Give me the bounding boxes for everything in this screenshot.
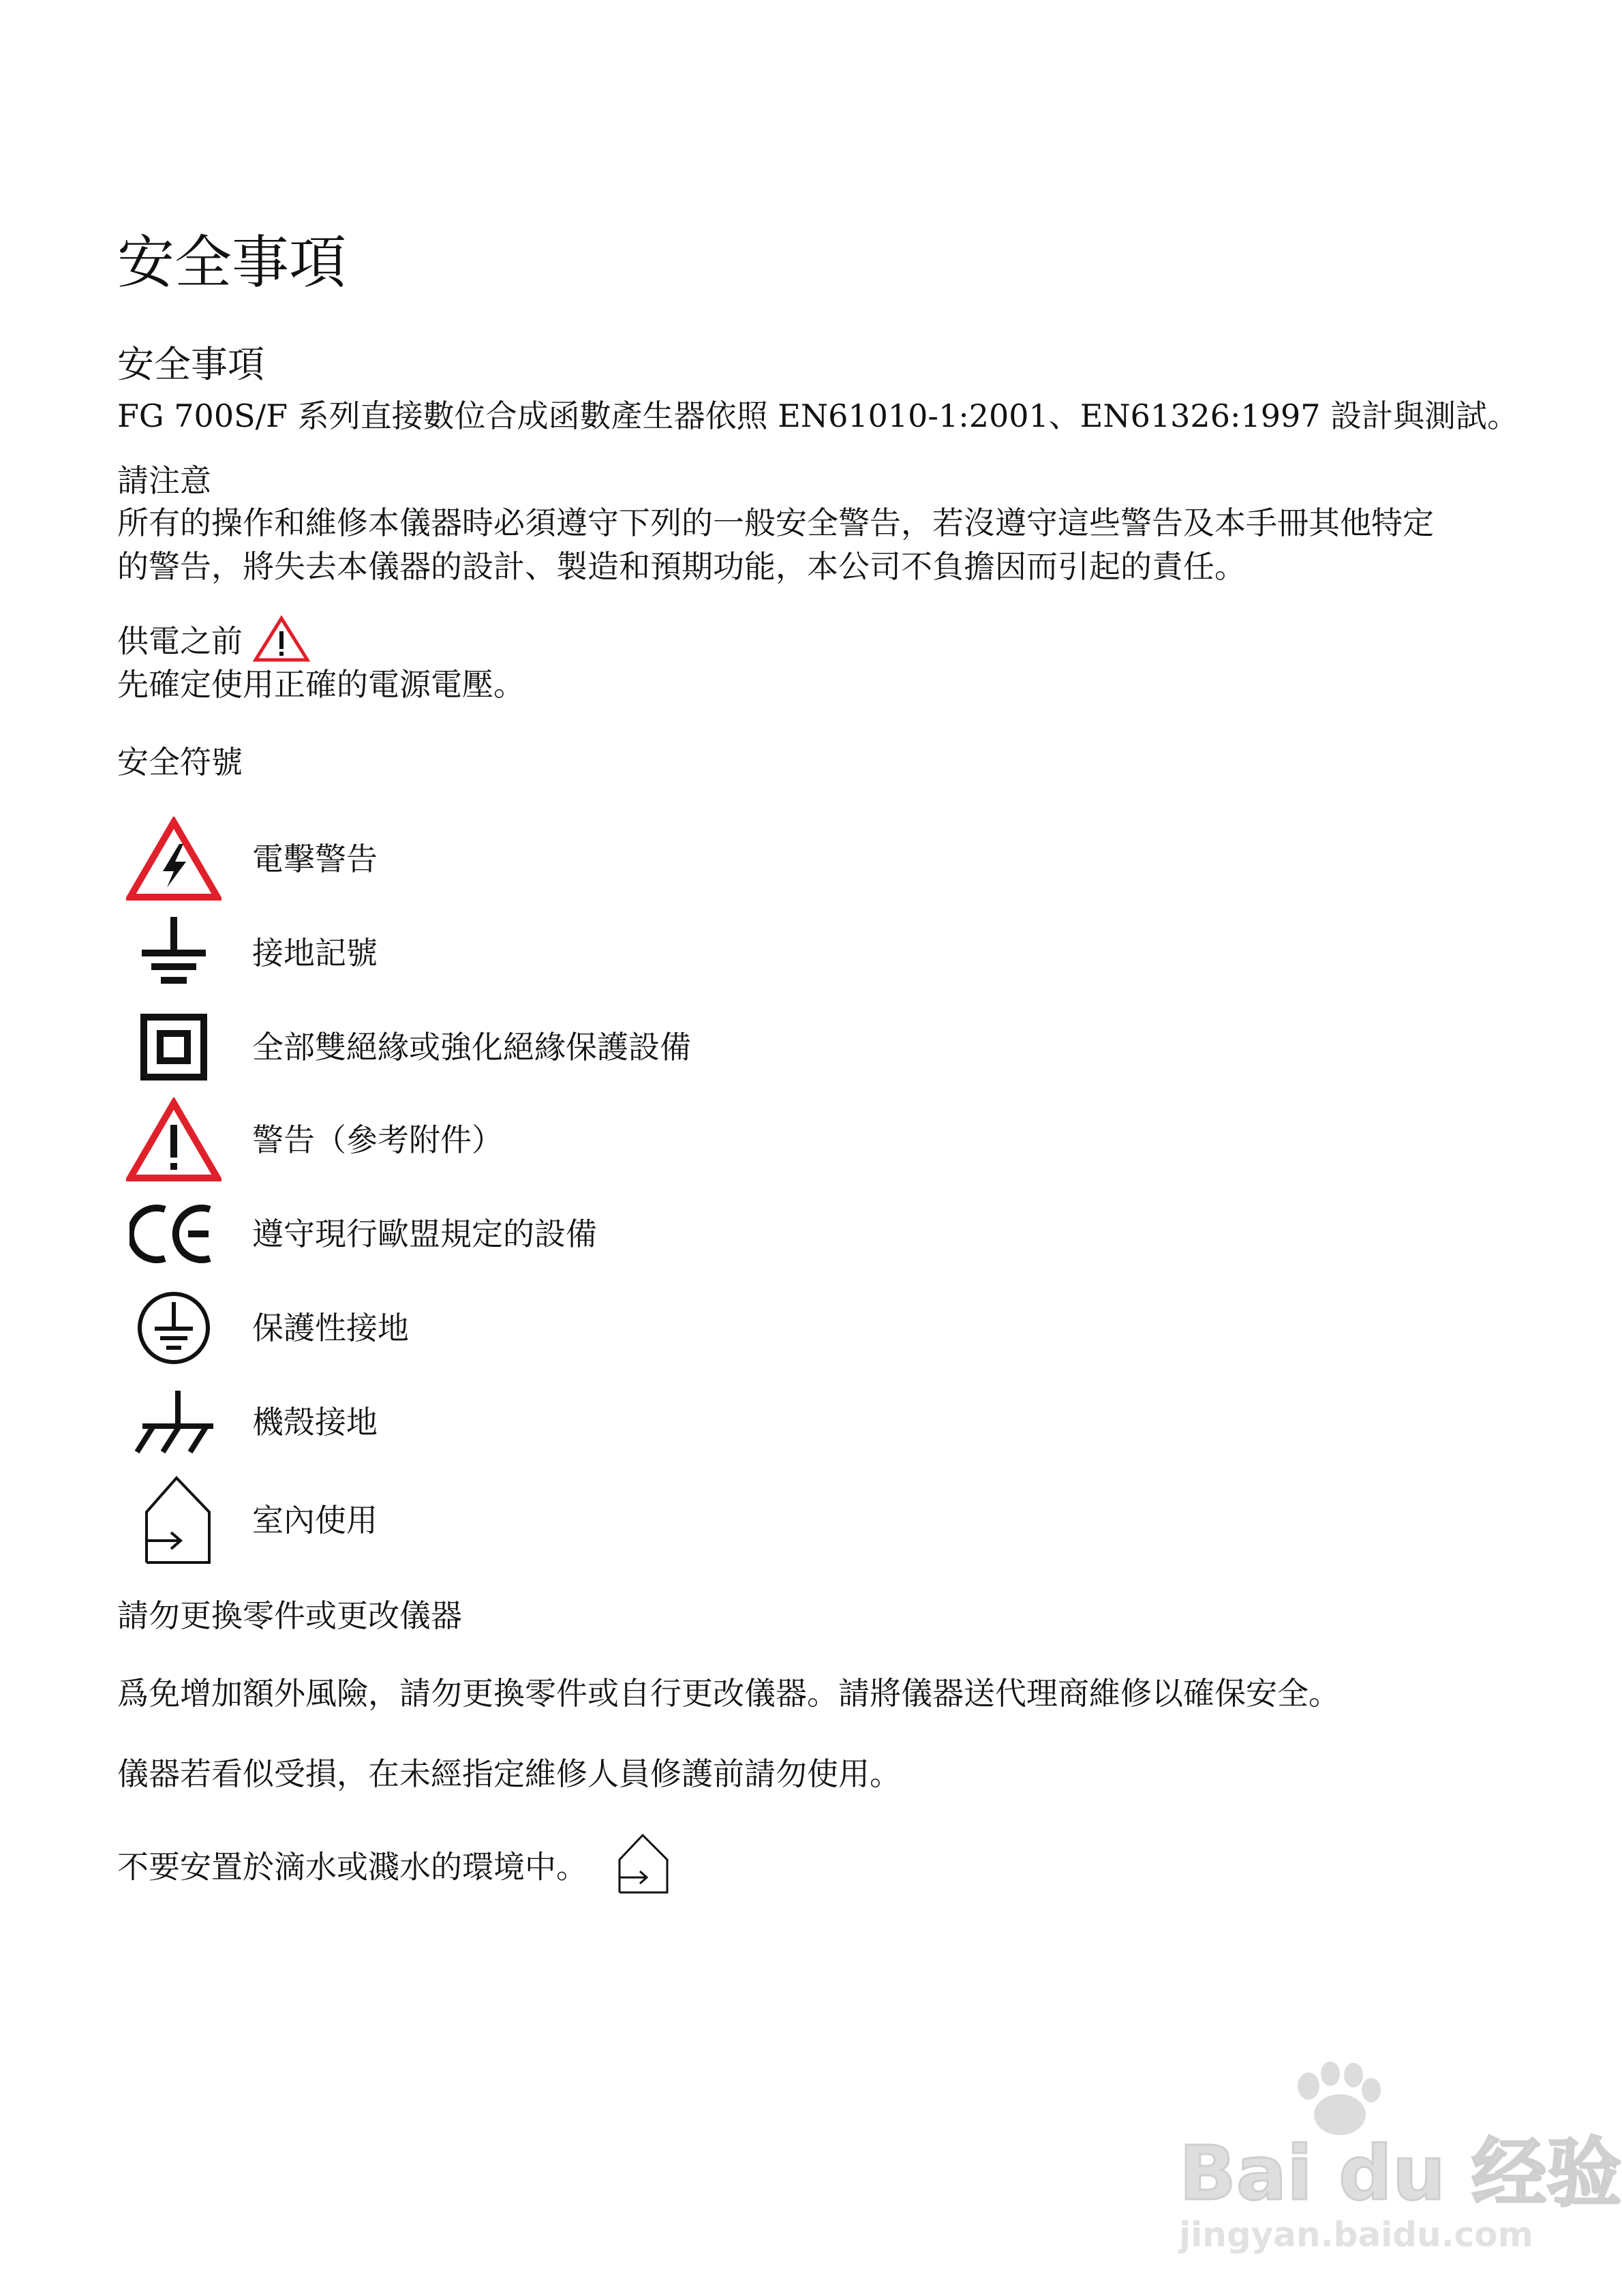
- watermark-url: jingyan.baidu.com: [1179, 2215, 1533, 2254]
- chassis-ground-icon: [123, 1381, 225, 1463]
- symbol-row: [123, 1193, 1077, 1275]
- watermark-brand: Bai du 经验: [1179, 2130, 1622, 2217]
- ground-icon: [123, 912, 225, 994]
- symbol-label: 遵守現行歐盟規定的設備: [252, 1215, 597, 1252]
- water-text: 不要安置於滴水或濺水的環境中。: [117, 1848, 587, 1886]
- intro-text: FG 700S/F 系列直接數位合成函數產生器依照 EN61010-1:2001、EN61326:1997 設計與測試。: [117, 397, 1519, 434]
- protective-earth-icon: [123, 1287, 225, 1369]
- symbol-row: [123, 1006, 1077, 1088]
- parts-text: 爲免增加額外風險，請勿更換零件或自行更改儀器。請將儀器送代理商維修以確保安全。: [117, 1675, 1340, 1712]
- symbol-label: 全部雙絕緣或強化絕緣保護設備: [252, 1029, 691, 1066]
- symbol-row: [123, 818, 1077, 900]
- damage-text: 儀器若看似受損，在未經指定維修人員修護前請勿使用。: [117, 1755, 901, 1792]
- notice-line-1: 所有的操作和維修本儀器時必須遵守下列的一般安全警告，若沒遵守這些警告及本手冊其他特定: [117, 504, 1434, 541]
- page-title: 安全事項: [117, 229, 347, 296]
- notice-heading: 請注意: [117, 462, 211, 499]
- symbol-label: 警告（參考附件）: [252, 1121, 503, 1158]
- water-text-row: [117, 1832, 671, 1906]
- double-insulation-icon: [123, 1006, 225, 1088]
- symbols-heading: 安全符號: [117, 744, 243, 781]
- section-title: 安全事項: [117, 343, 264, 386]
- symbol-row: [123, 1287, 1077, 1369]
- symbol-label: 機殼接地: [252, 1404, 378, 1440]
- notice-line-2: 的警告，將失去本儀器的設計、製造和預期功能，本公司不負擔因而引起的責任。: [117, 548, 1246, 585]
- symbol-row: [123, 1381, 1077, 1463]
- indoor-use-icon: [613, 1832, 671, 1906]
- baidu-watermark: [1152, 2051, 1622, 2255]
- ce-mark-icon: [123, 1193, 225, 1275]
- symbol-label: 電擊警告: [252, 841, 378, 877]
- power-text: 先確定使用正確的電源電壓。: [117, 666, 525, 703]
- parts-heading: 請勿更換零件或更改儀器: [117, 1597, 462, 1634]
- symbol-label: 接地記號: [252, 935, 378, 971]
- symbol-row: [123, 1099, 1077, 1181]
- symbol-label: 室內使用: [252, 1502, 378, 1539]
- power-heading: 供電之前: [117, 622, 243, 660]
- warning-icon: [123, 1099, 225, 1181]
- indoor-use-icon: [123, 1472, 225, 1568]
- electric-shock-warning-icon: [123, 818, 225, 900]
- symbol-row: [123, 1472, 1077, 1568]
- symbol-label: 保護性接地: [252, 1310, 409, 1346]
- symbol-row: [123, 912, 1077, 994]
